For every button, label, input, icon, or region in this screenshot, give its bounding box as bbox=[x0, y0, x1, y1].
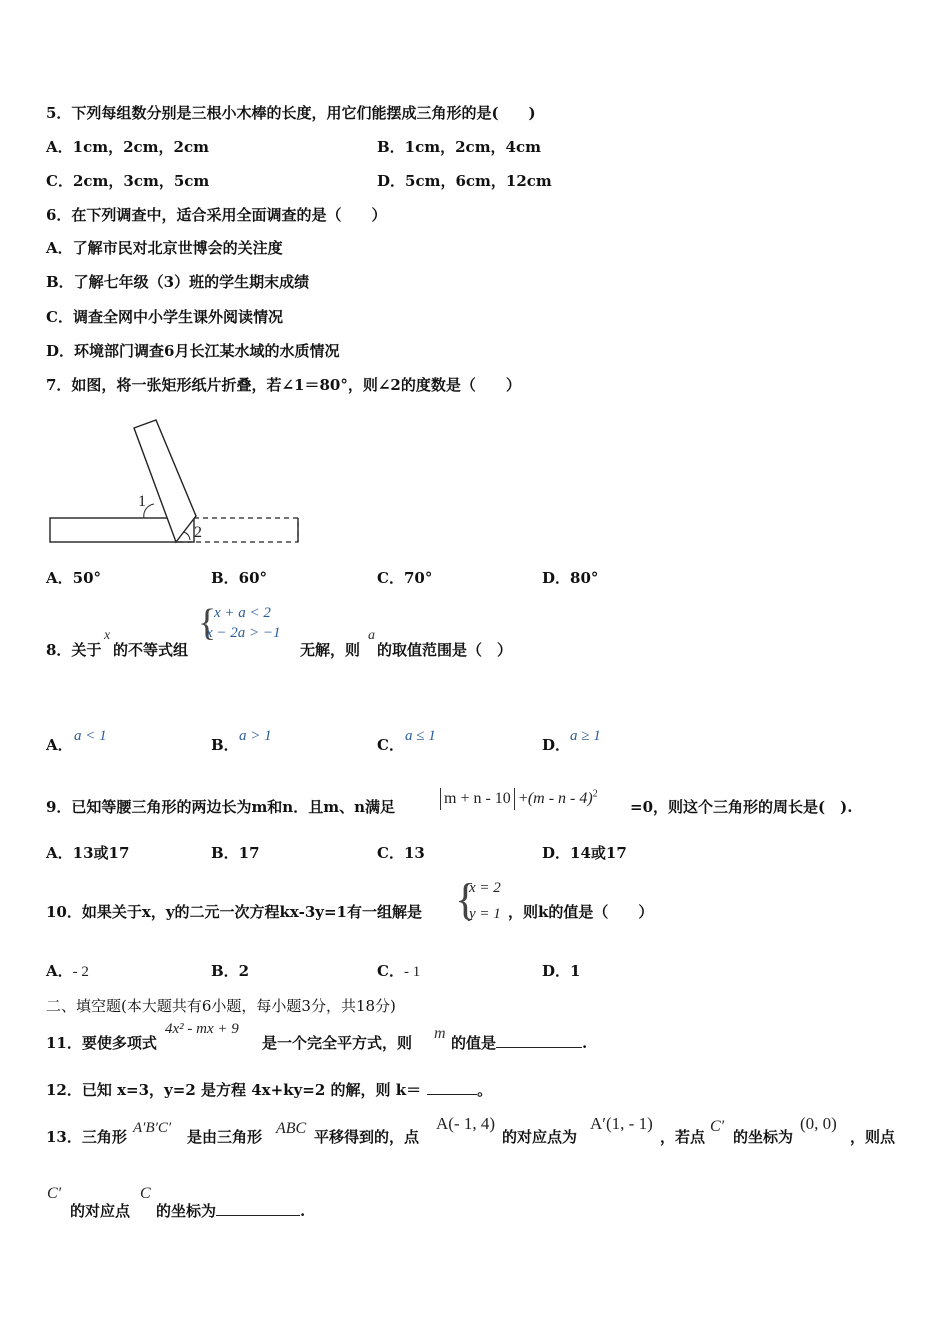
q10-a-label: A． bbox=[46, 962, 73, 980]
q8-sys-line2: x − 2a > −1 bbox=[206, 625, 281, 641]
q10-option-b[interactable]: B．2 bbox=[211, 962, 250, 980]
q8-c-label: C． bbox=[377, 736, 404, 754]
q12-end: 。 bbox=[477, 1081, 493, 1099]
q8-brace: { bbox=[198, 602, 217, 644]
angle2-label: 2 bbox=[194, 524, 202, 541]
q13-t1: 是由三角形 bbox=[187, 1128, 263, 1146]
section2-title: 二、填空题(本大题共有6小题，每小题3分，共18分) bbox=[46, 997, 396, 1015]
q10-sys-line2: y = 1 bbox=[469, 906, 501, 922]
q8-prefix: 8．关于 bbox=[46, 641, 102, 659]
q5-option-a[interactable]: A．1cm，2cm，2cm bbox=[46, 138, 209, 156]
q5-option-b[interactable]: B．1cm，2cm，4cm bbox=[377, 138, 542, 156]
q9-square-power: 2 bbox=[592, 788, 598, 800]
q11-mid: 是一个完全平方式，则 bbox=[262, 1034, 413, 1052]
q6-option-b[interactable]: B．了解七年级（3）班的学生期末成绩 bbox=[46, 273, 310, 291]
q10-sys-line1: x = 2 bbox=[469, 880, 501, 896]
q11-answer-line bbox=[451, 1033, 587, 1053]
q13-triangle2: ABC bbox=[276, 1120, 307, 1137]
q11-tail: 的值是 bbox=[451, 1034, 497, 1052]
q13-point-c-prime: C′ bbox=[710, 1118, 725, 1135]
q6-option-d[interactable]: D．环境部门调查6月长江某水域的水质情况 bbox=[46, 342, 340, 360]
q9-option-b[interactable]: B．17 bbox=[211, 844, 260, 862]
q10-brace: { bbox=[455, 875, 477, 924]
q8-var-x: x bbox=[104, 628, 111, 643]
q10-option-a[interactable] bbox=[46, 961, 89, 982]
q8-inequality-system bbox=[198, 603, 298, 643]
q11-answer-blank[interactable] bbox=[496, 1033, 582, 1048]
q8-a-label: A． bbox=[46, 736, 73, 754]
q8-b-label: B． bbox=[211, 736, 239, 754]
q5-option-d[interactable]: D．5cm，6cm，12cm bbox=[377, 172, 552, 190]
angle1-label: 1 bbox=[138, 493, 146, 510]
q8-option-c[interactable] bbox=[377, 735, 404, 755]
q13-prefix: 13．三角形 bbox=[46, 1128, 127, 1146]
q8-after: 无解，则 bbox=[300, 641, 361, 659]
q9-abs-value bbox=[440, 788, 515, 810]
q6-stem: 6．在下列调查中，适合采用全面调查的是（ ） bbox=[46, 206, 387, 224]
figure-folded-strip bbox=[134, 420, 196, 542]
q10-c-label: C． bbox=[377, 962, 404, 980]
q9-stem: 9．已知等腰三角形的两边长为m和n．且m、n满足 bbox=[46, 798, 395, 816]
q6-option-c[interactable]: C．调查全网中小学生课外阅读情况 bbox=[46, 308, 283, 326]
q7-option-c[interactable]: C．70° bbox=[377, 569, 433, 587]
q13-line2-var-c-prime: C′ bbox=[47, 1185, 62, 1202]
q7-option-d[interactable]: D．80° bbox=[542, 569, 599, 587]
q13-t5: 的坐标为 bbox=[733, 1128, 794, 1146]
q11-expression: 4x² - mx + 9 bbox=[165, 1021, 239, 1037]
q8-option-b[interactable] bbox=[211, 735, 239, 755]
q13-answer-blank[interactable] bbox=[216, 1201, 300, 1216]
q10-tail: ，则k的值是（ ） bbox=[508, 903, 654, 921]
q7-option-b[interactable]: B．60° bbox=[211, 569, 268, 587]
q8-d-label: D． bbox=[542, 736, 571, 754]
q11-prefix: 11．要使多项式 bbox=[46, 1034, 157, 1052]
q12-prefix: 12．已知 x=3，y=2 是方程 4x+ky=2 的解，则 k＝ bbox=[46, 1081, 422, 1099]
q9-expression bbox=[440, 788, 598, 810]
q9-square-expr: (m - n - 4) bbox=[527, 790, 593, 807]
q8-b-math: a > 1 bbox=[239, 728, 272, 744]
q8-option-a[interactable] bbox=[46, 735, 73, 755]
q10-option-c[interactable] bbox=[377, 961, 420, 982]
q10-stem: 10．如果关于x，y的二元一次方程kx-3y=1有一组解是 bbox=[46, 903, 422, 921]
angle2-arc bbox=[184, 532, 190, 540]
q13-line2-t1: 的对应点 bbox=[70, 1202, 131, 1220]
q9-option-d[interactable]: D．14或17 bbox=[542, 844, 627, 862]
q9-tail: =0，则这个三角形的周长是( ). bbox=[630, 798, 853, 816]
q10-a-value: - 2 bbox=[72, 964, 89, 980]
q13-t2: 平移得到的，点 bbox=[314, 1128, 420, 1146]
q8-mid: 的不等式组 bbox=[113, 641, 189, 659]
q13-t3: 的对应点为 bbox=[502, 1128, 578, 1146]
q7-folded-rectangle-figure bbox=[40, 412, 310, 552]
q8-sys-line1: x + a < 2 bbox=[214, 605, 271, 621]
q12-line bbox=[46, 1080, 492, 1100]
q11-var-m: m bbox=[434, 1025, 446, 1042]
q5-option-c[interactable]: C．2cm，3cm，5cm bbox=[46, 172, 210, 190]
q12-answer-blank[interactable] bbox=[427, 1080, 477, 1095]
q13-point-a-prime: A′(1, - 1) bbox=[590, 1114, 653, 1133]
q8-option-d[interactable] bbox=[542, 735, 570, 755]
q13-line2-t2: 的坐标为 bbox=[156, 1202, 217, 1220]
q8-suffix: 的取值范围是（ ） bbox=[377, 641, 513, 659]
q8-a-math: a < 1 bbox=[74, 728, 107, 744]
q13-line2-var-c: C bbox=[140, 1185, 151, 1202]
q9-option-c[interactable]: C．13 bbox=[377, 844, 425, 862]
q7-stem: 7．如图，将一张矩形纸片折叠，若∠1＝80°，则∠2的度数是（ ） bbox=[46, 376, 521, 394]
q9-plus: + bbox=[518, 790, 528, 807]
q10-c-value: - 1 bbox=[403, 964, 421, 980]
q13-t4: ，若点 bbox=[660, 1128, 706, 1146]
q13-point-a: A(- 1, 4) bbox=[436, 1114, 496, 1133]
q8-d-math: a ≥ 1 bbox=[570, 728, 601, 744]
q13-t6: ，则点 bbox=[850, 1128, 896, 1146]
q10-option-d[interactable]: D．1 bbox=[542, 962, 581, 980]
q11-end: . bbox=[582, 1034, 588, 1052]
q8-var-a: a bbox=[368, 628, 375, 643]
q13-coords-c-prime: (0, 0) bbox=[800, 1114, 837, 1133]
q9-option-a[interactable]: A．13或17 bbox=[46, 844, 130, 862]
q13-triangle1: A′B′C′ bbox=[133, 1120, 172, 1136]
q9-abs-expr: m + n - 10 bbox=[444, 790, 511, 807]
q13-line2-answer bbox=[156, 1201, 305, 1221]
q5-stem: 5．下列每组数分别是三根小木棒的长度，用它们能摆成三角形的是( ) bbox=[46, 104, 536, 122]
q7-option-a[interactable]: A．50° bbox=[46, 569, 102, 587]
q13-end: . bbox=[300, 1202, 306, 1220]
q8-c-math: a ≤ 1 bbox=[405, 728, 436, 744]
q6-option-a[interactable]: A．了解市民对北京世博会的关注度 bbox=[46, 239, 283, 257]
